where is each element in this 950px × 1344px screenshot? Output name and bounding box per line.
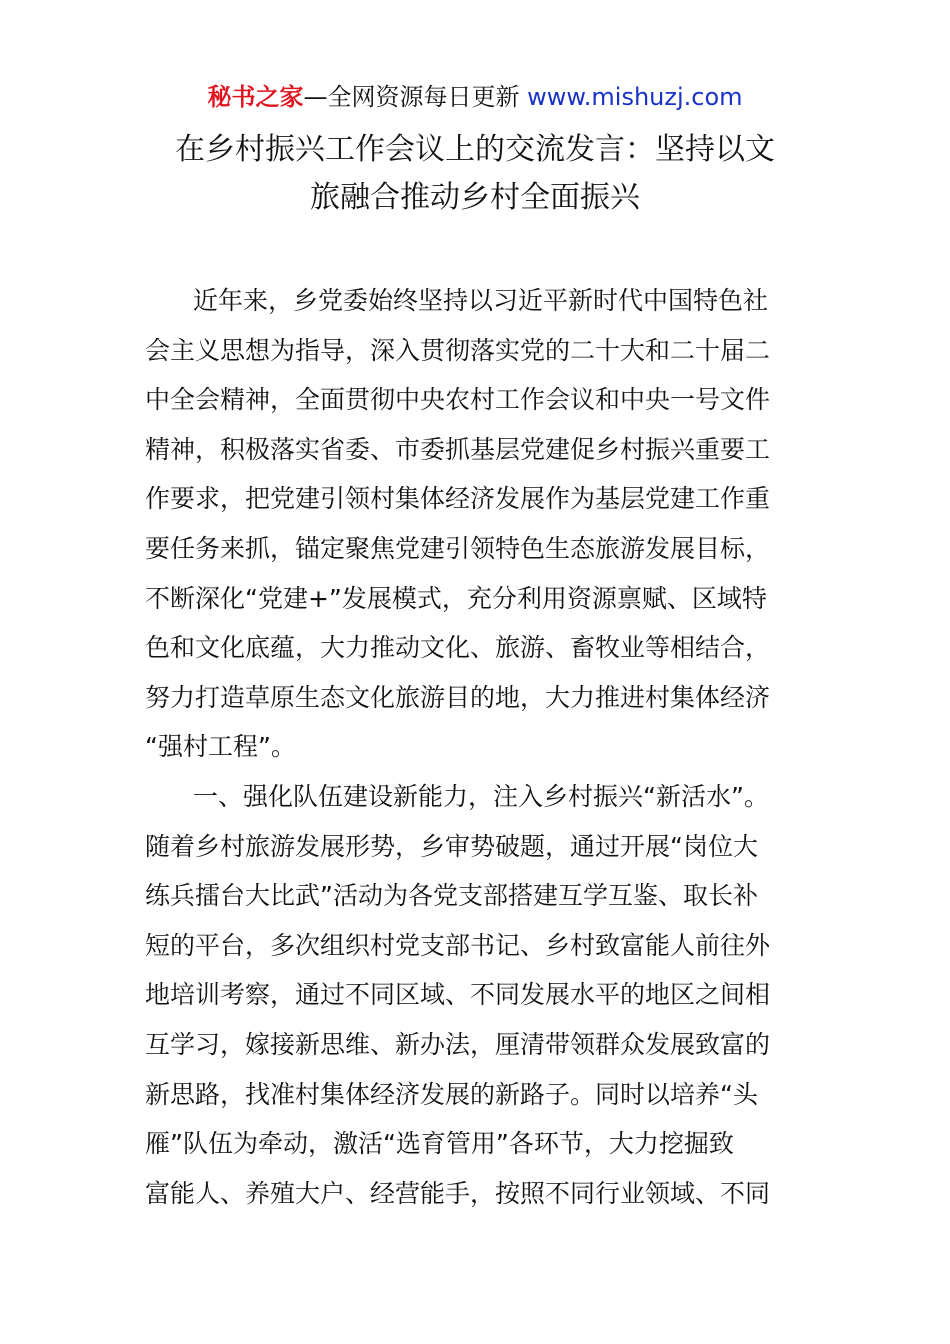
- paragraph-line: 随着乡村旅游发展形势，乡审势破题，通过开展“岗位大: [145, 831, 758, 861]
- paragraph-line: 雁”队伍为牵动，激活“选育管用”各环节，大力挖掘致: [145, 1129, 734, 1159]
- paragraph-line: 会主义思想为指导，深入贯彻落实党的二十大和二十届二: [145, 335, 771, 365]
- title-line: 旅融合推动乡村全面振兴: [310, 180, 640, 215]
- paragraph-line: 近年来，乡党委始终坚持以习近平新时代中国特色社: [193, 286, 769, 315]
- paragraph-line: “强村工程”。: [145, 732, 296, 762]
- title-line: 在乡村振兴工作会议上的交流发言：坚持以文: [175, 132, 775, 167]
- paragraph-line: 精神，积极落实省委、市委抓基层党建促乡村振兴重要工: [145, 434, 771, 464]
- paragraph-line: 要任务来抓，锚定聚焦党建引领特色生态旅游发展目标，: [145, 533, 771, 563]
- paragraph-line: 作要求，把党建引领村集体经济发展作为基层党建工作重: [145, 484, 771, 514]
- section-heading-line: 一、强化队伍建设新能力，注入乡村振兴“新活水”。: [193, 781, 769, 811]
- document-title: [100, 126, 850, 222]
- paragraph-line: 中全会精神，全面贯彻中央农村工作会议和中央一号文件: [145, 385, 771, 415]
- paragraph-line: 努力打造草原生态文化旅游目的地，大力推进村集体经济: [145, 682, 771, 712]
- paragraph-line: 富能人、养殖大户、经营能手，按照不同行业领域、不同: [145, 1178, 771, 1208]
- document-body: [145, 276, 810, 1218]
- paragraph-line: 色和文化底蕴，大力推动文化、旅游、畜牧业等相结合，: [145, 633, 771, 663]
- site-brand: 秘书之家: [207, 83, 304, 111]
- paragraph-line: 短的平台，多次组织村党支部书记、乡村致富能人前往外: [145, 930, 771, 960]
- paragraph-line: 练兵擂台大比武”活动为各党支部搭建互学互鉴、取长补: [145, 881, 758, 911]
- site-banner: [0, 80, 950, 114]
- site-tagline: —全网资源每日更新: [303, 83, 528, 111]
- paragraph-line: 互学习，嫁接新思维、新办法，厘清带领群众发展致富的: [145, 1029, 771, 1059]
- site-url-link[interactable]: www.mishuzj.com: [527, 83, 743, 111]
- paragraph-line: 不断深化“党建+”发展模式，充分利用资源禀赋、区域特: [145, 583, 767, 613]
- paragraph-line: 地培训考察，通过不同区域、不同发展水平的地区之间相: [145, 980, 771, 1010]
- paragraph-line: 新思路，找准村集体经济发展的新路子。同时以培养“头: [145, 1079, 758, 1109]
